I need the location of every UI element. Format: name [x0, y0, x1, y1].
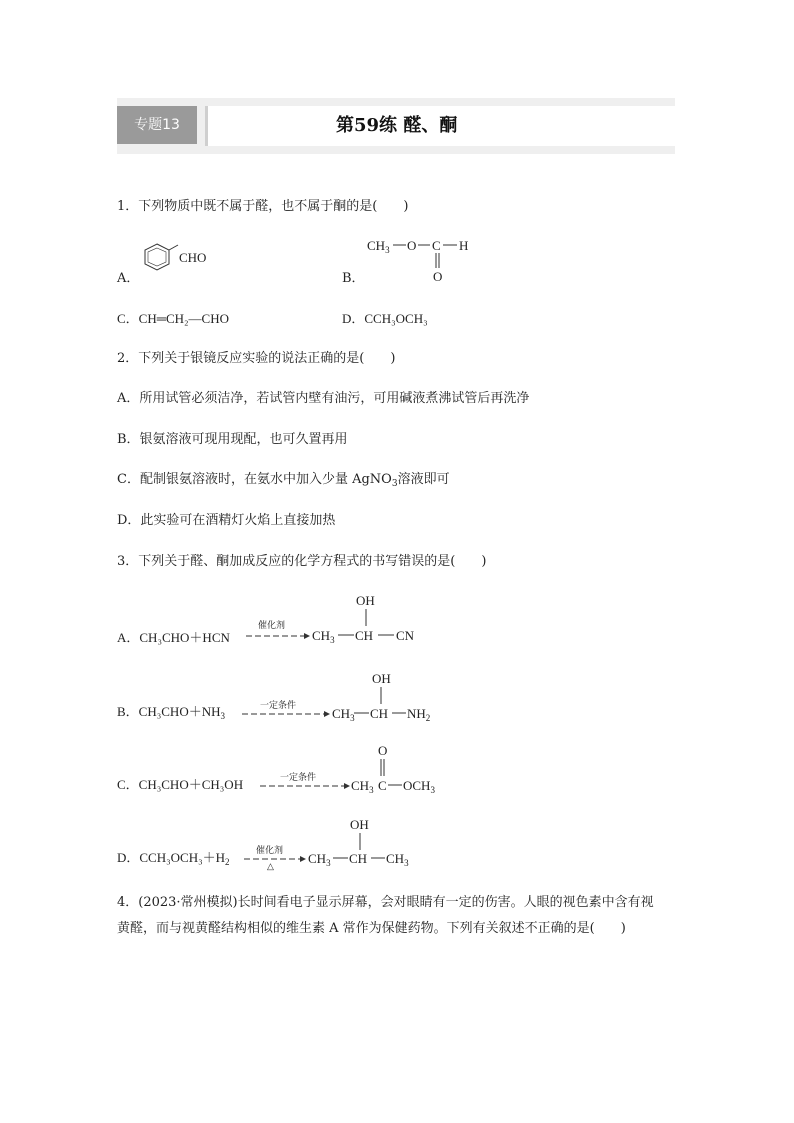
svg-text:CH3: $CH_3$: [351, 778, 374, 795]
svg-text:O: O: [407, 238, 417, 253]
q2-option-b: B．银氨溶液可现用现配，也可久置再用: [117, 432, 348, 447]
q3-option-c-product: [258, 740, 448, 798]
title-box: [205, 106, 675, 146]
svg-text:CH3: $CH_3$: [332, 706, 355, 723]
svg-text:催化剂: 催化剂: [256, 845, 284, 855]
q1-stem: 1．下列物质中既不属于醛，也不属于酮的是( ): [117, 199, 409, 214]
topic-badge: 专题13: [117, 106, 197, 144]
svg-text:O: O: [378, 743, 388, 758]
svg-text:CN: CN: [396, 628, 415, 643]
q1-option-b-structure: [366, 234, 486, 288]
svg-text:CH3: $CH_3$: [308, 851, 331, 868]
q2-option-c: C．配制银氨溶液时，在氨水中加入少量 AgNO$_3$溶液即可: [117, 472, 450, 489]
q2-option-d: D．此实验可在酒精灯火焰上直接加热: [117, 513, 336, 528]
page-title: 第59练 醛、酮: [336, 115, 458, 136]
svg-text:O: O: [433, 269, 443, 284]
svg-text:OH: OH: [372, 671, 391, 686]
q3-option-a-product: [244, 590, 434, 648]
q2-option-a: A．所用试管必须洁净，若试管内壁有油污，可用碱液煮沸试管后再洗净: [117, 391, 530, 406]
svg-text:H: H: [459, 238, 469, 253]
svg-text:△: △: [267, 861, 274, 871]
svg-text:OH: OH: [350, 817, 369, 832]
cho-group: CHO: [179, 250, 207, 265]
page-header: [117, 98, 675, 154]
svg-text:催化剂: 催化剂: [258, 620, 286, 630]
q3-option-d-product: [242, 814, 422, 872]
svg-text:CH3: $CH_3$: [386, 851, 409, 868]
svg-text:CH3: $CH_3$: [367, 238, 390, 255]
svg-text:C: C: [432, 238, 441, 253]
q3-option-b-reactants: B．$CH_3CHO+NH_3$: [117, 704, 225, 721]
svg-text:CH: CH: [370, 706, 389, 721]
q3-option-a-reactants: A．CH₃CHO＋HCN: [117, 630, 230, 645]
svg-text:OH: OH: [356, 593, 375, 608]
svg-text:一定条件: 一定条件: [260, 700, 297, 710]
q4-stem-line-1: 4．(2023·常州模拟)长时间看电子显示屏幕，会对眼睛有一定的伤害。人眼的视色素中含有视: [117, 895, 654, 910]
q1-option-d: D．CCH₃OCH₃: [342, 311, 428, 326]
q3-stem: 3．下列关于醛、酮加成反应的化学方程式的书写错误的是( ): [117, 554, 487, 569]
q1-option-b-label: B．: [342, 271, 365, 286]
q1-option-c: C．CH═CH₂—CHO: [117, 311, 229, 326]
svg-text:C: C: [378, 778, 387, 793]
q1-option-a-label: A．: [117, 271, 140, 286]
svg-text:NH2: $NH_2$: [407, 706, 431, 723]
q3-option-c-reactants: C．CH₃CHO＋CH₃OH: [117, 777, 244, 792]
q4-stem-line-2: 黄醛，而与视黄醛结构相似的维生素 A 常作为保健药物。下列有关叙述不正确的是( ): [117, 921, 626, 936]
q3-option-d-reactants: D．$CCH_3OCH_3+H_2$: [117, 850, 230, 867]
svg-text:OCH3: $OCH_3$: [403, 778, 435, 795]
svg-text:CH: CH: [355, 628, 374, 643]
svg-text:CH3: $CH_3$: [312, 628, 335, 645]
q1-option-a-structure: [138, 238, 218, 288]
svg-text:CH: CH: [349, 851, 368, 866]
svg-text:一定条件: 一定条件: [280, 772, 317, 782]
q3-option-b-product: [240, 668, 440, 726]
q2-stem: 2．下列关于银镜反应实验的说法正确的是( ): [117, 351, 396, 366]
